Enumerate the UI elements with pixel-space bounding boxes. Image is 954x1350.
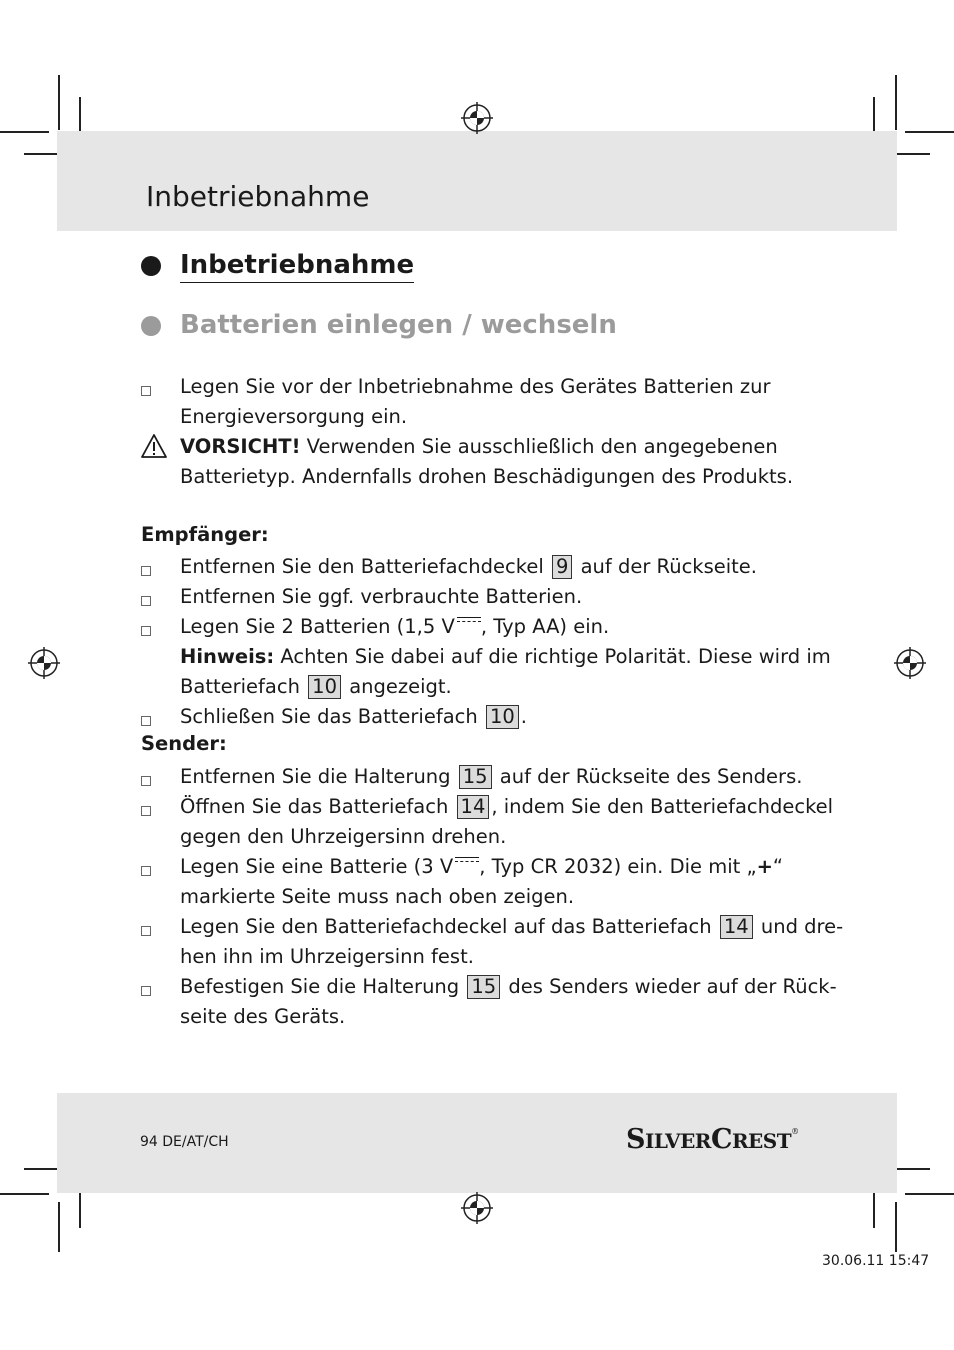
list-item	[180, 702, 527, 732]
section-bullet-icon	[141, 256, 161, 276]
warning-label: VORSICHT!	[180, 435, 301, 458]
print-timestamp: 30.06.11 15:47	[822, 1253, 930, 1269]
square-bullet-icon	[141, 596, 151, 606]
list-item: Entfernen Sie ggf. verbrauchte Batterien.	[180, 585, 583, 608]
registration-mark-icon	[28, 647, 60, 679]
square-bullet-icon	[141, 776, 151, 786]
list-item-text: Legen Sie den Batteriefachdeckel auf das Batteriefach	[180, 915, 712, 938]
sender-label: Sender:	[141, 732, 227, 755]
list-item-text: , Typ CR 2032) ein. Die mit „	[479, 855, 757, 878]
list-item	[180, 912, 843, 942]
square-bullet-icon	[141, 866, 151, 876]
list-item	[180, 612, 609, 642]
list-item-text: “	[772, 855, 784, 878]
warning-line: Batterietyp. Andernfalls drohen Beschädigungen des Produkts.	[180, 465, 794, 488]
list-item-text: Schließen Sie das Batteriefach	[180, 705, 478, 728]
square-bullet-icon	[141, 926, 151, 936]
square-bullet-icon	[141, 566, 151, 576]
list-item-text: auf der Rückseite.	[580, 555, 758, 578]
list-item-continuation: seite des Geräts.	[180, 1005, 346, 1028]
part-reference: 14	[457, 795, 490, 819]
square-bullet-icon	[141, 386, 151, 396]
list-item-continuation: markierte Seite muss nach oben zeigen.	[180, 885, 575, 908]
list-item-text: und dre-	[760, 915, 844, 938]
list-item-continuation: hen ihn im Uhrzeigersinn fest.	[180, 945, 474, 968]
plus-symbol: +	[756, 855, 773, 878]
brand-logo: SILVERCREST®	[626, 1124, 799, 1155]
registration-mark-icon	[894, 647, 926, 679]
part-reference: 9	[552, 555, 572, 579]
list-item	[180, 972, 837, 1002]
hint-line	[180, 642, 831, 672]
list-item-text: Befestigen Sie die Halterung	[180, 975, 460, 998]
list-item-text: , indem Sie den Batteriefachdeckel	[491, 795, 834, 818]
square-bullet-icon	[141, 986, 151, 996]
warning-icon	[140, 433, 168, 459]
list-item-text: .	[520, 705, 527, 728]
hint-text: Achten Sie dabei auf die richtige Polarität. Diese wird im	[274, 645, 831, 668]
intro-line: Energieversorgung ein.	[180, 405, 408, 428]
part-reference: 14	[720, 915, 753, 939]
list-item-text: Legen Sie 2 Batterien (1,5 V	[180, 615, 455, 638]
section-subtitle: Batterien einlegen / wechseln	[180, 310, 617, 340]
warning-line	[180, 432, 778, 462]
page-number: 94 DE/AT/CH	[140, 1134, 229, 1150]
list-item-text: Entfernen Sie den Batteriefachdeckel	[180, 555, 544, 578]
receiver-label: Empfänger:	[141, 523, 269, 546]
warning-text: Verwenden Sie ausschließlich den angegebenen	[300, 435, 778, 458]
list-item-text: des Senders wieder auf der Rück-	[508, 975, 837, 998]
part-reference: 10	[308, 675, 341, 699]
list-item	[180, 552, 757, 582]
hint-label: Hinweis:	[180, 645, 275, 668]
list-item-text: auf der Rückseite des Senders.	[499, 765, 803, 788]
list-item-text: Batteriefach	[180, 675, 300, 698]
intro-line: Legen Sie vor der Inbetriebnahme des Gerätes Batterien zur	[180, 375, 771, 398]
part-reference: 10	[486, 705, 519, 729]
list-item	[180, 792, 833, 822]
list-item-text: angezeigt.	[349, 675, 452, 698]
page-header: Inbetriebnahme	[146, 180, 370, 213]
dc-symbol-icon	[457, 617, 481, 627]
square-bullet-icon	[141, 806, 151, 816]
section-bullet-icon	[141, 316, 161, 336]
part-reference: 15	[467, 975, 500, 999]
list-item-text: Entfernen Sie die Halterung	[180, 765, 451, 788]
list-item	[180, 762, 802, 792]
list-item	[180, 852, 783, 882]
list-item-text: , Typ AA) ein.	[480, 615, 610, 638]
dc-symbol-icon	[455, 857, 479, 867]
square-bullet-icon	[141, 716, 151, 726]
section-title: Inbetriebnahme	[180, 250, 414, 283]
list-item-text: Legen Sie eine Batterie (3 V	[180, 855, 454, 878]
hint-line	[180, 672, 452, 702]
registration-mark-icon	[461, 102, 493, 134]
list-item-continuation: gegen den Uhrzeigersinn drehen.	[180, 825, 507, 848]
part-reference: 15	[459, 765, 492, 789]
registration-mark-icon	[461, 1192, 493, 1224]
square-bullet-icon	[141, 626, 151, 636]
list-item-text: Öffnen Sie das Batteriefach	[180, 795, 449, 818]
